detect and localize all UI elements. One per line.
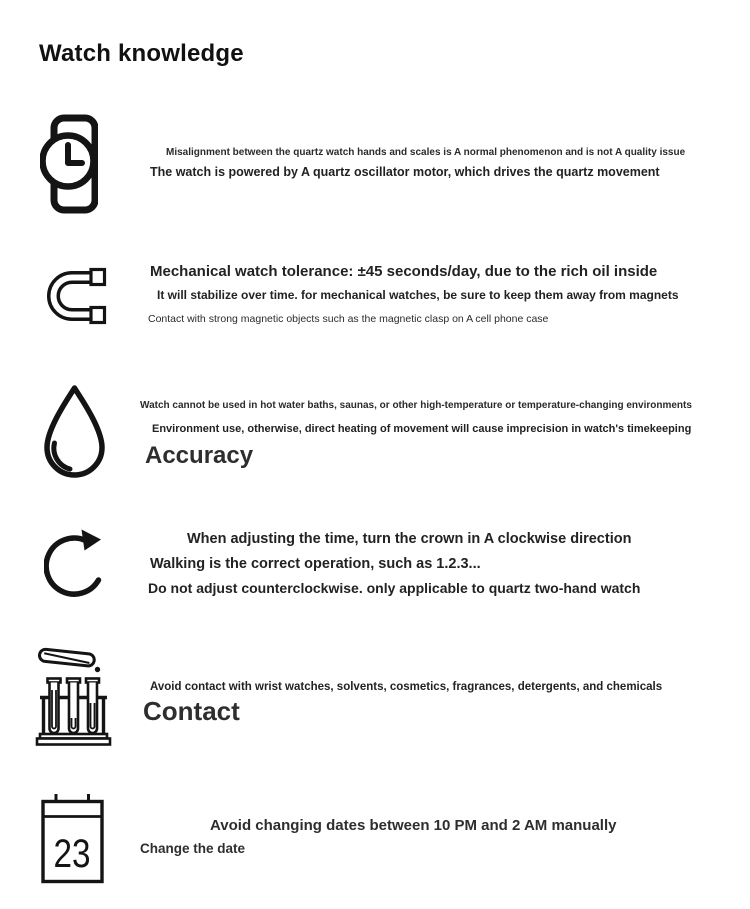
note-line: Misalignment between the quartz watch hands and scales is A normal phenomenon and is not A quality issue [166,147,686,158]
note-line: Walking is the correct operation, such as 1.2.3... [150,556,481,572]
test-tubes-icon [34,645,112,747]
calendar-day: 23 [53,832,91,876]
note-line: The watch is powered by A quartz oscillator motor, which drives the quartz movement [150,165,660,179]
calendar-icon [41,792,104,885]
water-drop-icon [42,383,107,479]
note-line: When adjusting the time, turn the crown in A clockwise direction [187,531,632,547]
note-line: Contact with strong magnetic objects such as the magnetic clasp on A cell phone case [148,313,549,325]
page-title: Watch knowledge [39,40,244,67]
clockwise-rotation-icon [44,526,107,602]
magnet-icon [42,266,107,326]
note-line: Do not adjust counterclockwise. only applicable to quartz two-hand watch [148,580,641,596]
note-line: Watch cannot be used in hot water baths, saunas, or other high-temperature or temperature-changing environments [140,400,692,411]
note-line: Mechanical watch tolerance: ±45 seconds/day, due to the rich oil inside [150,263,658,280]
section-heading-accuracy: Accuracy [145,442,254,469]
section-heading-contact: Contact [143,696,240,726]
note-line: It will stabilize over time. for mechanical watches, be sure to keep them away from magnets [157,288,679,302]
note-line: Avoid contact with wrist watches, solvents, cosmetics, fragrances, detergents, and chemicals [150,681,663,693]
note-line: Change the date [140,841,246,856]
wristwatch-icon [40,114,98,214]
note-line: Avoid changing dates between 10 PM and 2 AM manually [210,817,617,834]
note-line: Environment use, otherwise, direct heating of movement will cause imprecision in watch's timekeeping [152,423,692,435]
